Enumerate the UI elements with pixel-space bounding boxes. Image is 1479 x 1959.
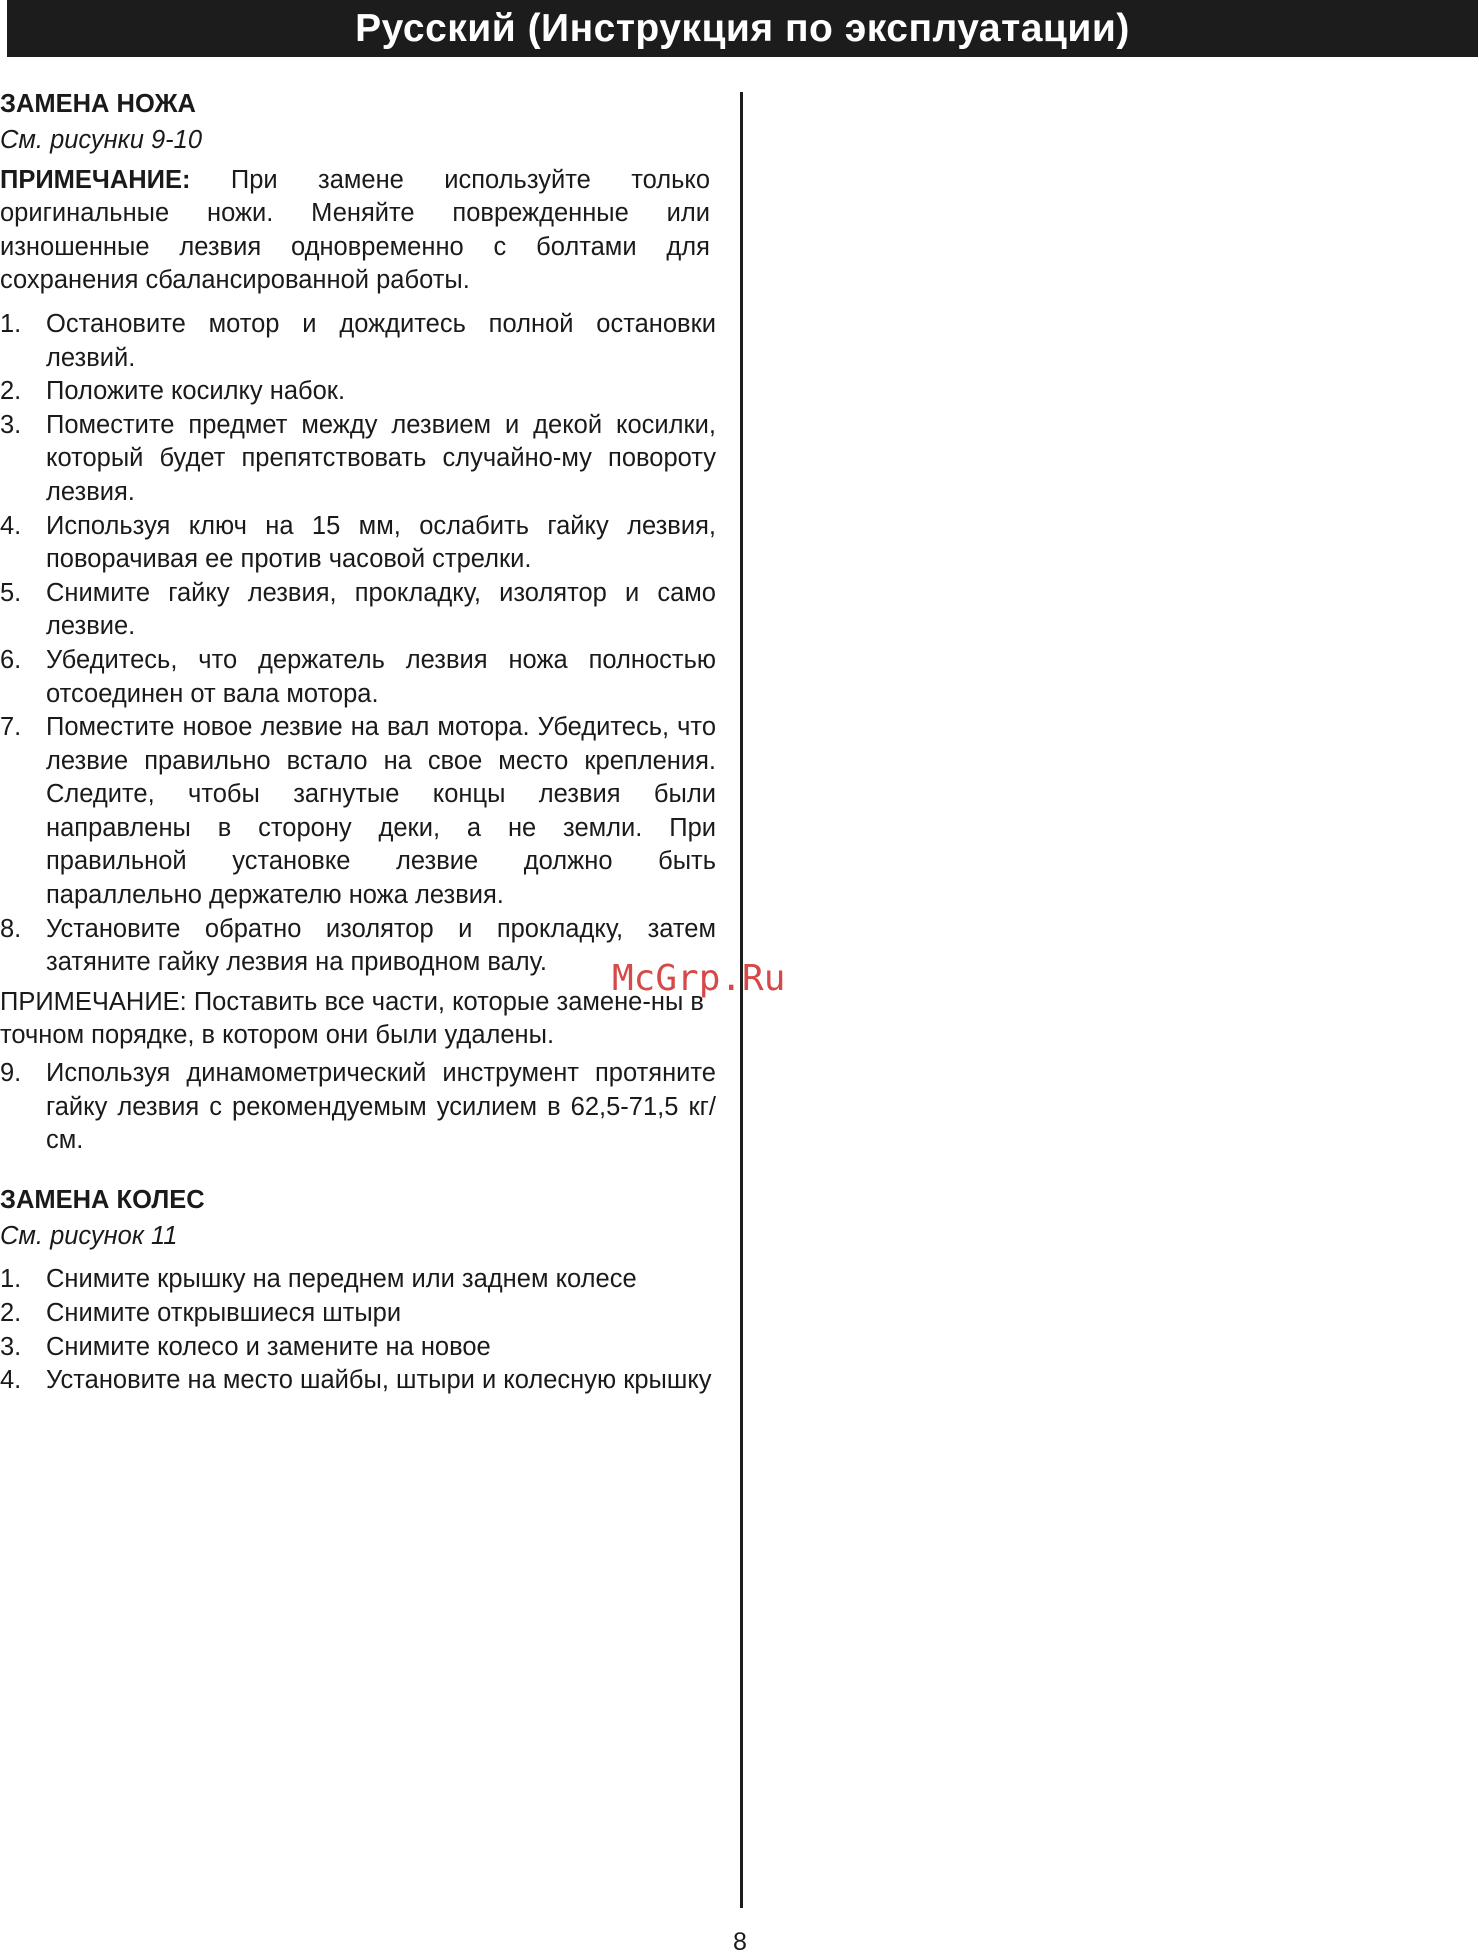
step-text: Установите на место шайбы, штыри и колесную крышку (46, 1366, 712, 1395)
step-number: 1. (0, 309, 22, 338)
step-text: Поместите новое лезвие на вал мотора. Убедитесь, что лезвие правильно встало на свое место крепления. Следите, чтобы загнутые концы лезвия были направлены в сторону деки, а не земли. При правильной установке лезвие должно быть параллельно держателю ножа лезвия. (46, 713, 716, 910)
list-item (0, 1331, 716, 1365)
wheel-figure-reference: См. рисунок 11 (0, 1221, 178, 1250)
wheel-section-title: ЗАМЕНА КОЛЕС (0, 1185, 205, 1214)
note-label: ПРИМЕЧАНИЕ: (0, 165, 191, 194)
note-text: При замене используйте только оригинальные ножи. Меняйте поврежденные или изношенные лезвия одновременно с болтами для сохранения сбалансированной работы. (0, 165, 710, 295)
left-column (0, 84, 716, 1398)
blade-steps-list (0, 308, 716, 980)
step-text: Установите обратно изолятор и прокладку, затем затяните гайку лезвия на приводном валу. (46, 914, 716, 977)
wheel-steps-list (0, 1263, 716, 1397)
step-number: 4. (0, 511, 22, 540)
step-text: Снимите колесо и замените на новое (46, 1332, 491, 1361)
list-item (0, 1297, 716, 1331)
page-number: 8 (733, 1928, 747, 1956)
list-item (0, 1364, 716, 1398)
step-number: 1. (0, 1265, 22, 1294)
step-number: 5. (0, 578, 22, 607)
step-number: 3. (0, 410, 22, 439)
step-text: Используя ключ на 15 мм, ослабить гайку лезвия, поворачивая ее против часовой стрелки. (46, 511, 716, 574)
list-item (0, 510, 716, 577)
list-item (0, 711, 716, 913)
page-title: Русский (Инструкция по эксплуатации) (355, 6, 1130, 50)
blade-note (0, 164, 710, 298)
list-item (0, 1057, 716, 1158)
reassembly-note: ПРИМЕЧАНИЕ: Поставить все части, которые замене-ны в точном порядке, в котором они были удалены. (0, 987, 704, 1050)
step-number: 8. (0, 914, 22, 943)
step-text: Остановите мотор и дождитесь полной остановки лезвий. (46, 309, 716, 372)
blade-section-title: ЗАМЕНА НОЖА (0, 90, 196, 118)
blade-steps-list-continued (0, 1057, 716, 1158)
step-text: Снимите крышку на переднем или заднем колесе (46, 1265, 637, 1294)
list-item (0, 913, 716, 980)
step-number: 2. (0, 1299, 22, 1327)
step-number: 9. (0, 1059, 22, 1088)
blade-figure-reference: См. рисунки 9-10 (0, 126, 203, 154)
list-item (0, 644, 716, 711)
list-item (0, 375, 716, 409)
step-text: Используя динамометрический инструмент протяните гайку лезвия с рекомендуемым усилием в 62,5-71,5 кг/см. (46, 1059, 716, 1155)
column-divider (740, 92, 743, 1908)
step-number: 7. (0, 713, 22, 742)
list-item (0, 1263, 716, 1297)
step-number: 4. (0, 1366, 22, 1395)
list-item (0, 577, 716, 644)
step-text: Положите косилку набок. (46, 377, 346, 406)
step-number: 2. (0, 377, 22, 406)
step-text: Снимите гайку лезвия, прокладку, изолятор и само лезвие. (46, 578, 716, 641)
list-item (0, 308, 716, 375)
step-text: Снимите открывшиеся штыри (46, 1299, 402, 1327)
step-number: 3. (0, 1332, 22, 1361)
list-item (0, 409, 716, 510)
watermark: McGrp.Ru (612, 958, 786, 999)
step-text: Убедитесь, что держатель лезвия ножа полностью отсоединен от вала мотора. (46, 645, 716, 708)
step-text: Поместите предмет между лезвием и декой косилки, который будет препятствовать случайно-му повороту лезвия. (46, 410, 716, 506)
step-number: 6. (0, 645, 22, 674)
header-bar (7, 0, 1478, 57)
